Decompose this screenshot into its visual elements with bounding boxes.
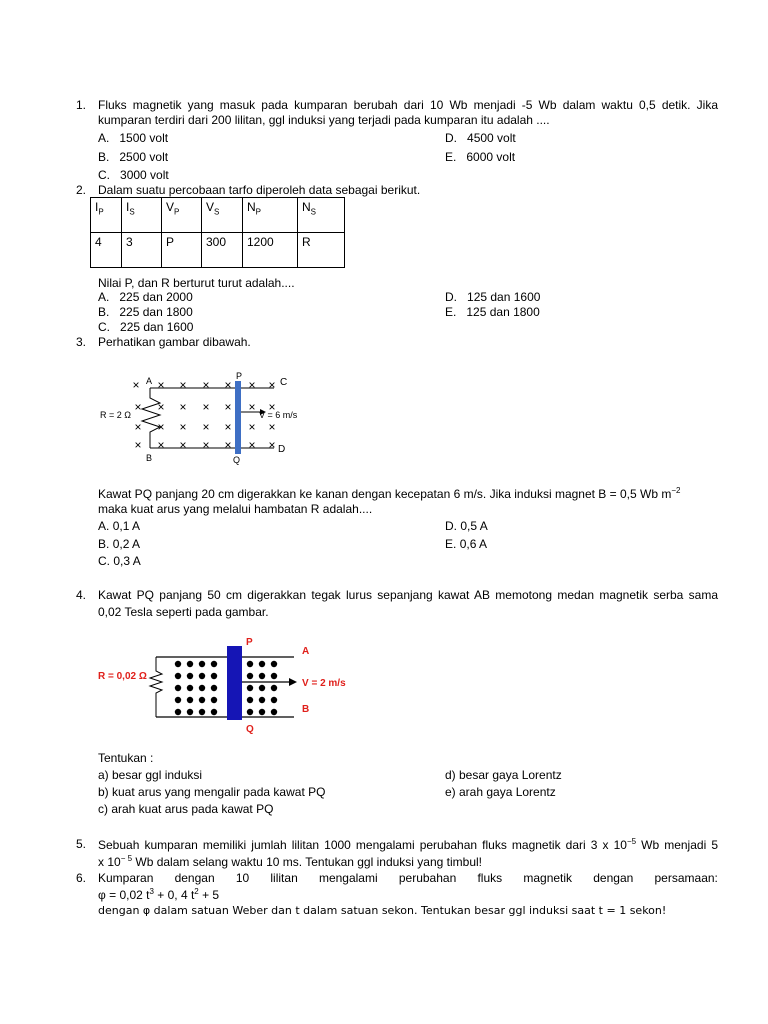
wire-pq [227, 646, 242, 720]
answer-option-c: C. 3000 volt [98, 168, 169, 182]
answer-option-a: A. 225 dan 2000 [98, 290, 193, 304]
field-cross-icon: × [202, 438, 210, 453]
question-number: 4. [76, 588, 87, 602]
question-text: Dalam suatu percobaan tarfo diperoleh data sebagai berikut. [98, 183, 421, 197]
question-number: 5. [76, 837, 87, 851]
label-q: Q [246, 724, 254, 735]
field-dot-icon [175, 673, 181, 679]
resistance-label: R = 2 Ω [100, 410, 131, 420]
field-cross-icon: × [179, 420, 187, 435]
velocity-label: V = 2 m/s [302, 678, 346, 689]
question-text-line: Kumparan dengan 10 lilitan mengalami perubahan fluks magnetik dengan persamaan: [98, 871, 718, 885]
field-cross-icon: × [179, 378, 187, 393]
field-dot-icon [259, 673, 265, 679]
field-dot-icon [187, 661, 193, 667]
field-dot-icon [271, 661, 277, 667]
answer-option-b: B. 0,2 A [98, 537, 141, 551]
field-cross-icon: × [224, 400, 232, 415]
field-cross-icon: × [179, 438, 187, 453]
field-dot-icon [199, 709, 205, 715]
task-item-c: c) arah kuat arus pada kawat PQ [98, 802, 274, 816]
field-dot-icon [271, 685, 277, 691]
table-header-cell: $I_S$ [122, 198, 162, 233]
field-cross-icon: × [202, 420, 210, 435]
task-item-d: d) besar gaya Lorentz [445, 768, 562, 782]
field-cross-icon: × [268, 378, 276, 393]
field-cross-icon: × [202, 400, 210, 415]
answer-option-d: D. 0,5 A [445, 519, 488, 533]
table-header-cell: $V_P$ [162, 198, 202, 233]
field-cross-icon: × [224, 378, 232, 393]
question-number: 6. [76, 871, 87, 885]
field-dot-icon [259, 697, 265, 703]
field-dot-icon [259, 685, 265, 691]
label-p: P [236, 371, 243, 381]
table-cell: 4 [91, 233, 122, 268]
table-cell: R [298, 233, 345, 268]
field-dot-icon [199, 661, 205, 667]
question-text-line: dengan φ dalam satuan Weber dan t dalam satuan sekon. Tentukan besar ggl induksi saat t = 1 sekon! [98, 904, 667, 917]
label-d: D [278, 444, 286, 455]
table-row [91, 233, 345, 268]
field-cross-icon: × [179, 400, 187, 415]
field-dot-icon [271, 697, 277, 703]
task-item-b: b) kuat arus yang mengalir pada kawat PQ [98, 785, 326, 799]
field-cross-icon: × [134, 420, 142, 435]
moving-wire-diagram-2 [94, 632, 364, 736]
field-cross-icon: × [248, 438, 256, 453]
table-cell: P [162, 233, 202, 268]
field-dot-icon [175, 697, 181, 703]
field-cross-icon: × [157, 438, 165, 453]
answer-option-c: C. 225 dan 1600 [98, 320, 194, 334]
field-cross-icon: × [224, 420, 232, 435]
field-cross-icon: × [202, 378, 210, 393]
field-dot-icon [271, 709, 277, 715]
field-dot-icon [247, 661, 253, 667]
question-text-line: Sebuah kumparan memiliki jumlah lilitan 1000 mengalami perubahan fluks magnetik dari 3 x $10^{-5}$ Wb menjadi 5 [98, 837, 718, 852]
field-dot-icon [175, 685, 181, 691]
field-dot-icon [247, 673, 253, 679]
transformer-data-table [90, 197, 345, 268]
field-dot-icon [199, 697, 205, 703]
label-b: B [302, 704, 310, 715]
answer-option-e: E. 6000 volt [445, 150, 516, 164]
question-text-line: Kawat PQ panjang 20 cm digerakkan ke kanan dengan kecepatan 6 m/s. Jika induksi magnet B = 0,5 Wb $m^{-2}$ [98, 486, 681, 501]
table-cell: 3 [122, 233, 162, 268]
field-dot-icon [175, 709, 181, 715]
question-text-line: maka kuat arus yang melalui hambatan R adalah.... [98, 502, 373, 516]
arrow-head-icon [289, 678, 297, 686]
answer-option-b: B. 2500 volt [98, 150, 169, 164]
label-a: A [146, 376, 153, 386]
tentukan-heading: Tentukan : [98, 751, 154, 765]
field-dot-icon [211, 685, 217, 691]
field-cross-icon: × [157, 400, 165, 415]
field-cross-icon: × [248, 400, 256, 415]
velocity-label: V = 6 m/s [259, 410, 298, 420]
field-dot-icon [187, 697, 193, 703]
field-dot-icon [199, 685, 205, 691]
field-cross-icon: × [248, 378, 256, 393]
magnetic-field-dots [175, 661, 277, 715]
field-dot-icon [211, 709, 217, 715]
table-header-cell: $V_S$ [202, 198, 243, 233]
question-text-line: x $10^{- 5}$ Wb dalam selang waktu 10 ms. Tentukan ggl induksi yang timbul! [98, 854, 482, 869]
question-number: 3. [76, 335, 87, 349]
resistance-label: R = 0,02 Ω [98, 671, 147, 682]
label-a: A [302, 646, 310, 657]
question-text-line: kumparan terdiri dari 200 lilitan, ggl induksi yang terjadi pada kumparan itu adalah .... [98, 113, 550, 127]
field-cross-icon: × [268, 400, 276, 415]
question-number: 2. [76, 183, 87, 197]
field-dot-icon [187, 685, 193, 691]
field-dot-icon [247, 697, 253, 703]
field-dot-icon [187, 709, 193, 715]
wire-pq [235, 381, 241, 454]
field-dot-icon [187, 673, 193, 679]
flux-equation: φ = 0,02 $t^3 + 0$, 4 $t^2 + 5$ [98, 887, 220, 902]
field-cross-icon: × [248, 420, 256, 435]
field-cross-icon: × [224, 438, 232, 453]
field-cross-icon: × [268, 420, 276, 435]
field-dot-icon [247, 685, 253, 691]
table-cell: 1200 [243, 233, 298, 268]
task-item-e: e) arah gaya Lorentz [445, 785, 556, 799]
answer-option-a: A. 0,1 A [98, 519, 141, 533]
field-cross-icon: × [157, 378, 165, 393]
field-dot-icon [259, 709, 265, 715]
table-cell: 300 [202, 233, 243, 268]
field-dot-icon [211, 661, 217, 667]
field-dot-icon [211, 673, 217, 679]
field-cross-icon: × [132, 378, 140, 393]
table-header-row [91, 198, 345, 233]
field-cross-icon: × [157, 420, 165, 435]
label-q: Q [233, 455, 241, 465]
label-b: B [146, 453, 153, 463]
field-dot-icon [271, 673, 277, 679]
task-item-a: a) besar ggl induksi [98, 768, 203, 782]
table-header-cell: $N_S$ [298, 198, 345, 233]
field-dot-icon [259, 661, 265, 667]
resistor-symbol [150, 657, 162, 717]
field-cross-icon: × [268, 438, 276, 453]
question-text: Nilai P, dan R berturut turut adalah.... [98, 276, 295, 290]
field-dot-icon [175, 661, 181, 667]
label-p: P [246, 637, 253, 648]
answer-option-a: A. 1500 volt [98, 131, 169, 145]
answer-option-e: E. 0,6 A [445, 537, 488, 551]
answer-option-c: C. 0,3 A [98, 554, 141, 568]
label-c: C [280, 377, 288, 388]
question-text: Perhatikan gambar dibawah. [98, 335, 251, 349]
answer-option-d: D. 125 dan 1600 [445, 290, 541, 304]
magnetic-field-crosses [132, 378, 275, 452]
answer-option-b: B. 225 dan 1800 [98, 305, 193, 319]
answer-option-e: E. 125 dan 1800 [445, 305, 540, 319]
table-header-cell: $N_P$ [243, 198, 298, 233]
question-text-line: 0,02 Tesla seperti pada gambar. [98, 605, 269, 619]
moving-wire-diagram-1 [88, 368, 308, 468]
field-cross-icon: × [134, 400, 142, 415]
table-header-cell: $I_P$ [91, 198, 122, 233]
field-dot-icon [247, 709, 253, 715]
question-number: 1. [76, 98, 87, 112]
question-text-line: Fluks magnetik yang masuk pada kumparan berubah dari 10 Wb menjadi -5 Wb dalam waktu 0,5 detik. Jika [98, 98, 718, 112]
question-text-line: Kawat PQ panjang 50 cm digerakkan tegak lurus sepanjang kawat AB memotong medan magnetik serba sama [98, 588, 718, 602]
answer-option-d: D. 4500 volt [445, 131, 516, 145]
field-dot-icon [211, 697, 217, 703]
field-cross-icon: × [134, 438, 142, 453]
field-dot-icon [199, 673, 205, 679]
